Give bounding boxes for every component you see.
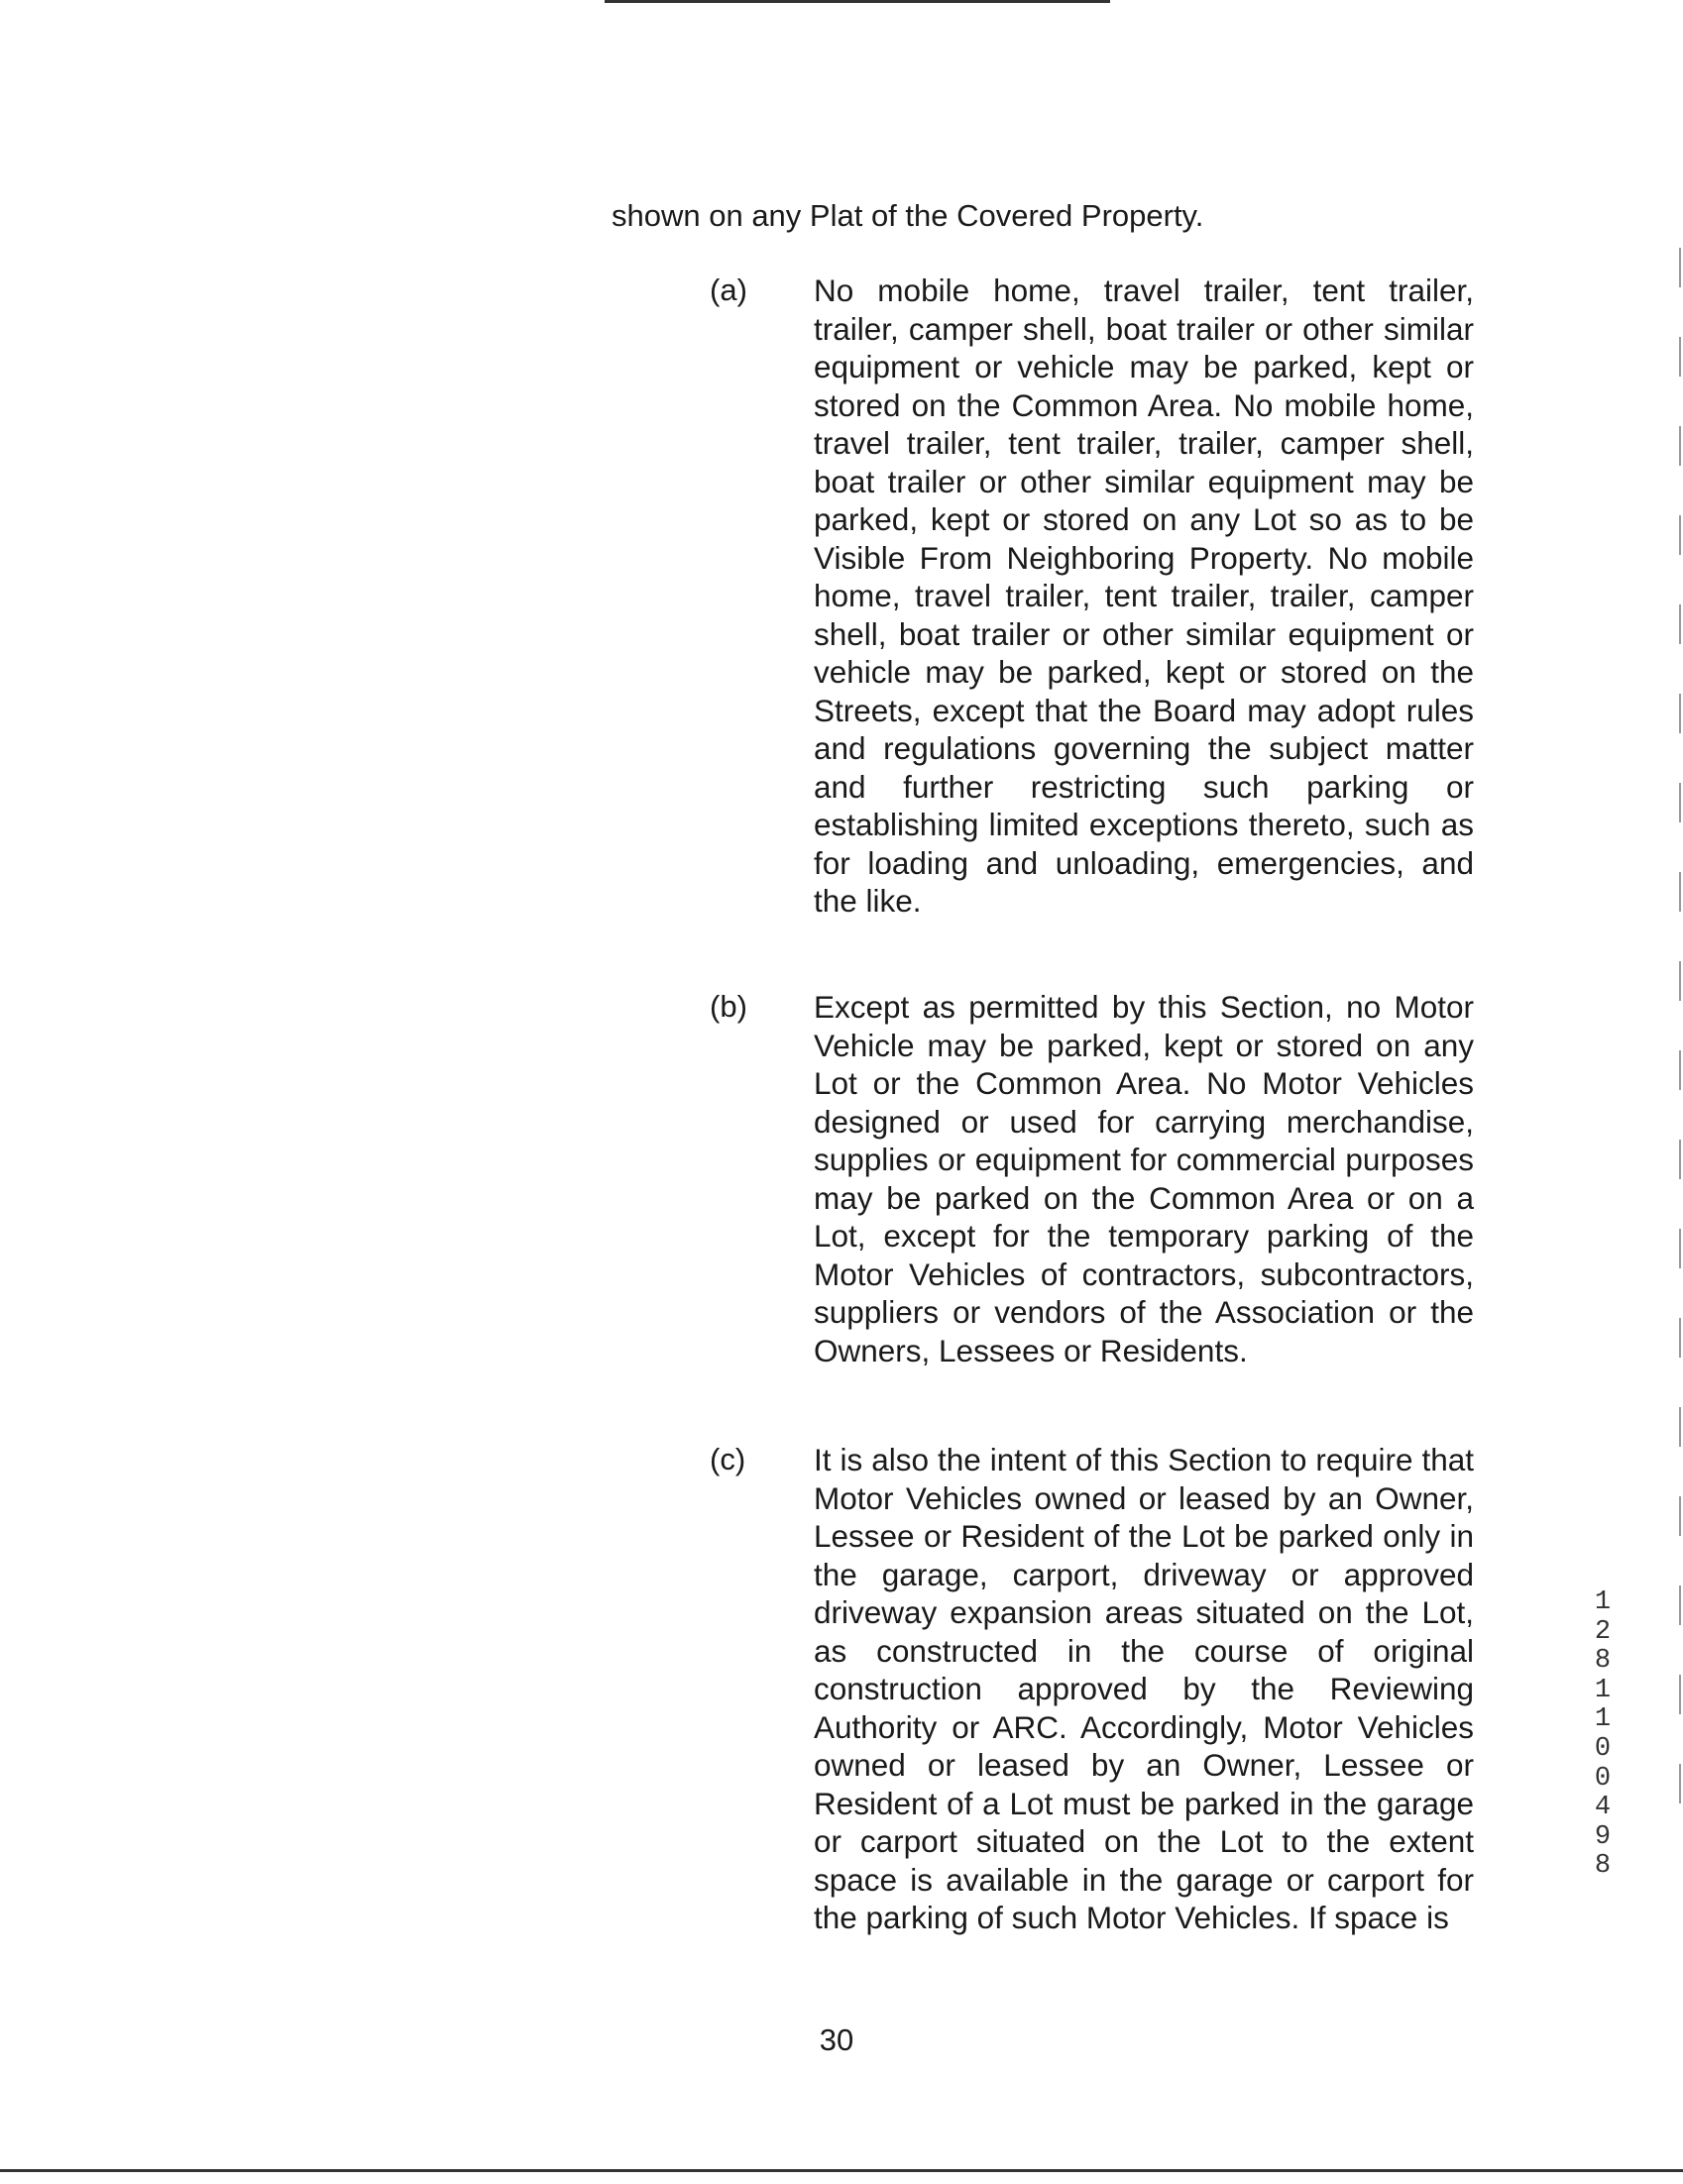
paragraph-a-text: No mobile home, travel trailer, tent trailer, trailer, camper shell, boat trailer or other similar equipment or vehicle may be parked, kept or stored on the Common Area. No mobile home, travel trailer, tent trailer, trailer, camper shell, boat trailer or other similar equipment may be parked, kept or stored on any Lot so as to be Visible From Neighboring Property. No mobile home, travel trailer, tent trailer, trailer, camper shell, boat trailer or other similar equipment or vehicle may be parked, kept or stored on the Streets, except that the Board may adopt rules and regulations governing the subject matter and further restricting such parking or establishing limited exceptions thereto, such as for loading and unloading, emergencies, and the like. — [814, 273, 1474, 919]
intro-continuation-text: shown on any Plat of the Covered Property. — [612, 198, 1204, 233]
paragraph-c-label: (c) — [710, 1442, 746, 1476]
paragraph-c-text: It is also the intent of this Section to require that Motor Vehicles owned or leased by an Owner, Lessee or Resident of the Lot be parked only in the garage, carport, driveway or approved driveway expansion areas situated on the Lot, as constructed in the course of original construction approved by the Reviewing Authority or ARC. Accordingly, Motor Vehicles owned or leased by an Owner, Lessee or Resident of a Lot must be parked in the garage or carport situated on the Lot to the extent space is available in the garage or carport for the parking of such Motor Vehicles. If space is — [814, 1442, 1474, 1935]
paragraph-b-text: Except as permitted by this Section, no Motor Vehicle may be parked, kept or stored on any Lot or the Common Area. No Motor Vehicles designed or used for carrying merchandise, supplies or equipment for commercial purposes may be parked on the Common Area or on a Lot, except for the temporary parking of the Motor Vehicles of contractors, subcontractors, suppliers or vendors of the Association or the Owners, Lessees or Residents. — [814, 989, 1474, 1368]
paragraph-a-label: (a) — [710, 273, 747, 307]
page-number: 30 — [819, 2022, 854, 2057]
paragraph-b-label: (b) — [710, 989, 747, 1024]
recording-number-stamp: 12811 00498 — [1594, 1587, 1627, 1882]
